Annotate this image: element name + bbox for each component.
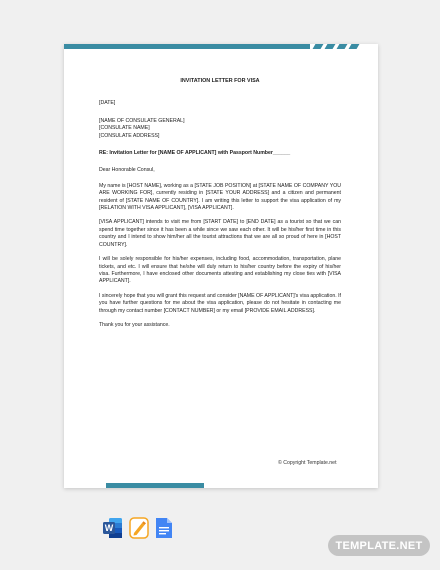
closing-line: Thank you for your assistance. (99, 321, 170, 328)
subject-line: RE: Invitation Letter for [NAME OF APPLICANT] with Passport Number______ (99, 150, 291, 157)
template-net-badge[interactable]: TEMPLATE.NET (328, 535, 430, 556)
bottom-accent-bar (106, 483, 204, 488)
pages-icon[interactable] (129, 517, 149, 539)
word-icon[interactable] (103, 517, 123, 539)
paragraph-responsibility: I will be solely responsible for his/her expenses, including food, accommodation, transportation, plane tickets, and etc. I will ensure that he/she will duly return to his/her country before the expiry of his/her visa. Furthermore, I have enclosed other documents attesting and establishing my close ties with [VISA APPLICANT]. (99, 256, 341, 285)
date-placeholder: [DATE] (99, 100, 116, 107)
salutation: Dear Honorable Consul, (99, 167, 155, 174)
consulate-name-line: [CONSULATE NAME] (99, 125, 150, 132)
paragraph-visit-purpose: [VISA APPLICANT] intends to visit me from [START DATE] to [END DATE] as a tourist so that we can spend time together since it has been a while since we saw each other. It will be his/her first time in this country and I intend to show him/her all the tourist attractions that we are all so proud of here in [HOST COUNTRY]. (99, 219, 341, 248)
paragraph-request: I sincerely hope that you will grant this request and consider [NAME OF APPLICANT]'s visa application. If you have further questions for me about the visa application, please do not hesitate in contacting me through my contact number [CONTACT NUMBER] or my email [PROVIDE EMAIL ADDRESS]. (99, 292, 341, 314)
consulate-address-line: [CONSULATE ADDRESS] (99, 132, 160, 139)
consulate-general-line: [NAME OF CONSULATE GENERAL] (99, 117, 185, 124)
google-docs-icon[interactable] (155, 517, 173, 539)
accent-stripe (337, 44, 348, 49)
accent-stripe (349, 44, 360, 49)
paragraph-introduction: My name is [HOST NAME], working as a [STATE JOB POSITION] at [STATE NAME OF COMPANY YOU ARE WORKING FOR], currently residing in [STATE YOUR ADDRESS] and a citizen and permanent resident of [STATE NAME OF COUNTRY]. I am writing this letter to support the visa application of my [RELATION WITH VISA APPLICANT], [VISA APPLICANT]. (99, 182, 341, 212)
document-title: INVITATION LETTER FOR VISA (180, 78, 260, 84)
top-accent-stripes (314, 44, 374, 49)
accent-stripe (313, 44, 324, 49)
top-accent-bar (64, 44, 310, 49)
copyright-notice: © Copyright Template.net (278, 460, 337, 466)
accent-stripe (325, 44, 336, 49)
letter-page (64, 44, 378, 488)
letter-body (99, 78, 341, 329)
word-icon-letter: W (104, 523, 114, 534)
